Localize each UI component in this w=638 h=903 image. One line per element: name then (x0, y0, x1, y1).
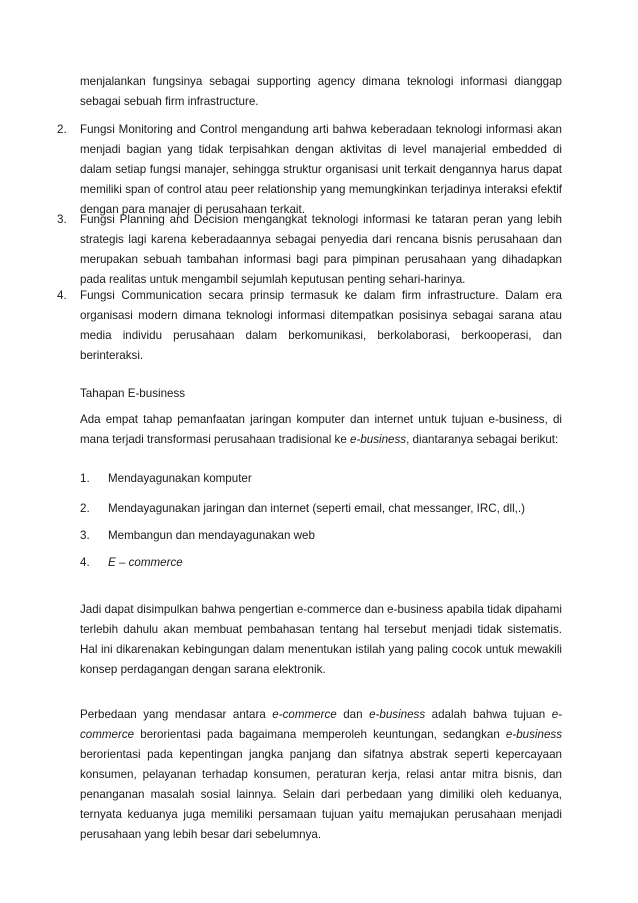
stage-item-2 (80, 499, 525, 519)
intro-paragraph (80, 410, 562, 450)
point-number-3: 3. (57, 213, 67, 226)
conclusion-paragraph: Jadi dapat disimpulkan bahwa pengertian e-commerce dan e-business apabila tidak dipahami terlebih dahulu akan membuat pembahasan tentang hal tersebut menjadi tidak sistematis. Hal ini dikarenakan kebingungan dalam menentukan istilah yang paling cocok untuk mewakili konsep perdagangan dengan sarana elektronik. (80, 603, 562, 676)
stage-number: 1. (80, 472, 90, 485)
diff-text: adalah bahwa tujuan (425, 708, 552, 721)
intro-italic: e-business (350, 433, 407, 446)
stage-text: Mendayagunakan komputer (108, 472, 252, 485)
point-number-4: 4. (57, 289, 67, 302)
intro-text-2: , diantaranya sebagai berikut: (406, 433, 559, 446)
stage-text: E – commerce (108, 556, 183, 569)
point-number-2: 2. (57, 123, 67, 136)
stage-text: Membangun dan mendayagunakan web (108, 529, 315, 542)
stage-number: 4. (80, 556, 90, 569)
diff-italic: e-commerce (272, 708, 337, 721)
point-2-text: Fungsi Monitoring and Control mengandung arti bahwa keberadaan teknologi informasi akan menjadi bagian yang tidak terpisahkan dengan aktivitas di level manajerial embedded di dalam setiap fungsi manajer, sehingga struktur organisasi unit terkait dengannya harus dapat memiliki span of control atau peer relationship yang memungkinkan terjadinya interaksi efektif dengan para manajer di perusahaan terkait. (80, 123, 562, 216)
point-3-text: Fungsi Planning and Decision mengangkat teknologi informasi ke tataran peran yang lebih strategis lagi karena keberadaannya sebagai penyedia dari rencana bisnis perusahaan dan merupakan sebuah tambahan informasi bagi para pimpinan perusahaan yang dihadapkan pada realitas untuk mengambil sejumlah keputusan penting sehari-harinya. (80, 213, 562, 286)
stage-text: Mendayagunakan jaringan dan internet (seperti email, chat messanger, IRC, dll,.) (108, 502, 525, 515)
diff-text: dan (336, 708, 370, 721)
diff-text: Perbedaan yang mendasar antara (80, 708, 273, 721)
diff-italic: e-commerce (80, 708, 562, 741)
stage-item-1 (80, 469, 252, 489)
stage-item-4 (80, 553, 183, 573)
section-heading: Tahapan E-business (80, 387, 186, 400)
diff-text: berorientasi pada bagaimana memperoleh keuntungan, sedangkan (134, 728, 506, 741)
point-4-text: Fungsi Communication secara prinsip termasuk ke dalam firm infrastructure. Dalam era organisasi modern dimana teknologi informasi ditempatkan posisinya sebagai sarana atau media individu perusahaan dalam berkomunikasi, berkolaborasi, berkooperasi, dan berinteraksi. (80, 289, 562, 362)
continuation-paragraph: menjalankan fungsinya sebagai supporting agency dimana teknologi informasi dianggap sebagai sebuah firm infrastructure. (80, 75, 562, 108)
diff-italic: e-business (369, 708, 426, 721)
difference-paragraph (80, 705, 562, 845)
diff-italic: e-business (505, 728, 562, 741)
stage-item-3 (80, 526, 315, 546)
diff-text: berorientasi pada kepentingan jangka panjang dan sifatnya abstrak seperti kepercayaan konsumen, pelayanan terhadap konsumen, peraturan kerja, relasi antar mitra bisnis, dan penanganan masalah sosial lainnya. Selain dari perbedaan yang dimiliki oleh keduanya, ternyata keduanya juga memiliki persamaan tujuan yaitu memajukan perusahaan menjadi perusahaan yang lebih besar dari sebelumnya. (80, 748, 562, 841)
stage-number: 3. (80, 529, 90, 542)
stage-number: 2. (80, 502, 90, 515)
intro-text-1: Ada empat tahap pemanfaatan jaringan komputer dan internet untuk tujuan e-business, di mana terjadi transformasi perusahaan tradisional ke (80, 413, 562, 446)
